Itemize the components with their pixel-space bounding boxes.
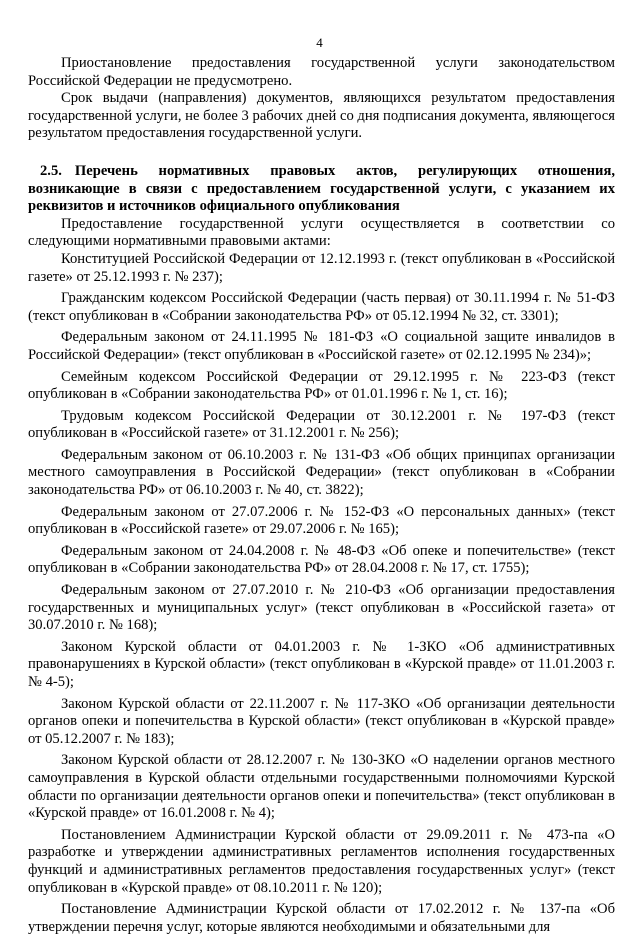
legal-act-item: Законом Курской области от 28.12.2007 г. № 130-ЗКО «О наделении органов местного самоуправления в Курской области отдельными государственными полномочиями Курской области по организации деятельности органов опеки и попечительства» (текст опубликован в «Курской правде» от 16.01.2008 г. № 4); (28, 752, 615, 822)
legal-act-item: Семейным кодексом Российской Федерации от 29.12.1995 г. № 223-ФЗ (текст опубликован в «Собрании законодательства РФ» от 01.01.1996 г. № 1, ст. 16); (28, 368, 615, 403)
legal-act-item: Федеральным законом от 27.07.2006 г. № 152-ФЗ «О персональных данных» (текст опубликован в «Российской газете» от 29.07.2006 г. № 165); (28, 503, 615, 538)
legal-act-item: Федеральным законом от 24.04.2008 г. № 48-ФЗ «Об опеке и попечительстве» (текст опубликован в «Собрании законодательства РФ» от 28.04.2008 г. № 17, ст. 1755); (28, 542, 615, 577)
paragraph-intro: Предоставление государственной услуги осуществляется в соответствии со следующими нормативными правовыми актами: (28, 215, 615, 250)
legal-act-item: Постановление Администрации Курской области от 17.02.2012 г. № 137-па «Об утверждении перечня услуг, которые являются необходимыми и обязательными для (28, 901, 615, 935)
legal-act-item: Трудовым кодексом Российской Федерации от 30.12.2001 г. № 197-ФЗ (текст опубликован в «Российской газете» от 31.12.2001 г. № 256); (28, 407, 615, 442)
document-body (28, 55, 615, 936)
legal-act-item: Постановлением Администрации Курской области от 29.09.2011 г. № 473-па «О разработке и утверждении административных регламентов исполнения государственных функций и административных регламентов предоставления государственных услуг» (текст опубликован в «Курской правде» от 08.10.2011 г. № 120); (28, 826, 615, 896)
section-title: Перечень нормативных правовых актов, регулирующих отношения, возникающие в связи с предоставлением государственной услуги, с указанием их реквизитов и источников официального опубликования (28, 162, 615, 215)
section-heading (28, 163, 615, 216)
legal-act-item: Федеральным законом от 24.11.1995 № 181-ФЗ «О социальной защите инвалидов в Российской Федерации» (текст опубликован в «Российской газете» от 02.12.1995 № 234)»; (28, 329, 615, 363)
paragraph-issue-term: Срок выдачи (направления) документов, являющихся результатом предоставления государственной услуги, не более 3 рабочих дней со дня подписания документа, являющегося результатом предоставления государственной услуги. (28, 90, 615, 142)
legal-act-item: Законом Курской области от 22.11.2007 г. № 117-ЗКО «Об организации деятельности органов опеки и попечительства в Курской области» (текст опубликован в «Курской правде» от 05.12.2007 г. № 183); (28, 695, 615, 747)
legal-act-item: Федеральным законом от 27.07.2010 г. № 210-ФЗ «Об организации предоставления государственных и муниципальных услуг» (текст опубликован в «Российской газета» от 30.07.2010 г. № 168); (28, 582, 615, 634)
page-number: 4 (316, 35, 323, 50)
paragraph-suspension: Приостановление предоставления государственной услуги законодательством Российской Федерации не предусмотрено. (28, 55, 615, 89)
legal-act-item: Гражданским кодексом Российской Федерации (часть первая) от 30.11.1994 г. № 51-ФЗ (текст опубликован в «Собрании законодательства РФ» от 05.12.1994 № 32, ст. 3301); (28, 290, 615, 324)
legal-act-item: Конституцией Российской Федерации от 12.12.1993 г. (текст опубликован в «Российской газете» от 25.12.1993 г. № 237); (28, 250, 615, 285)
section-number: 2.5. (40, 162, 62, 179)
legal-act-item: Федеральным законом от 06.10.2003 г. № 131-ФЗ «Об общих принципах организации местного самоуправления в Российской Федерации» (текст опубликован в «Собрании законодательства РФ» от 06.10.2003 г. № 40, ст. 3822); (28, 446, 615, 499)
legal-act-item: Законом Курской области от 04.01.2003 г. № 1-ЗКО «Об административных правонарушениях в Курской области» (текст опубликован в «Курской правде» от 11.01.2003 г. № 4-5); (28, 638, 615, 690)
